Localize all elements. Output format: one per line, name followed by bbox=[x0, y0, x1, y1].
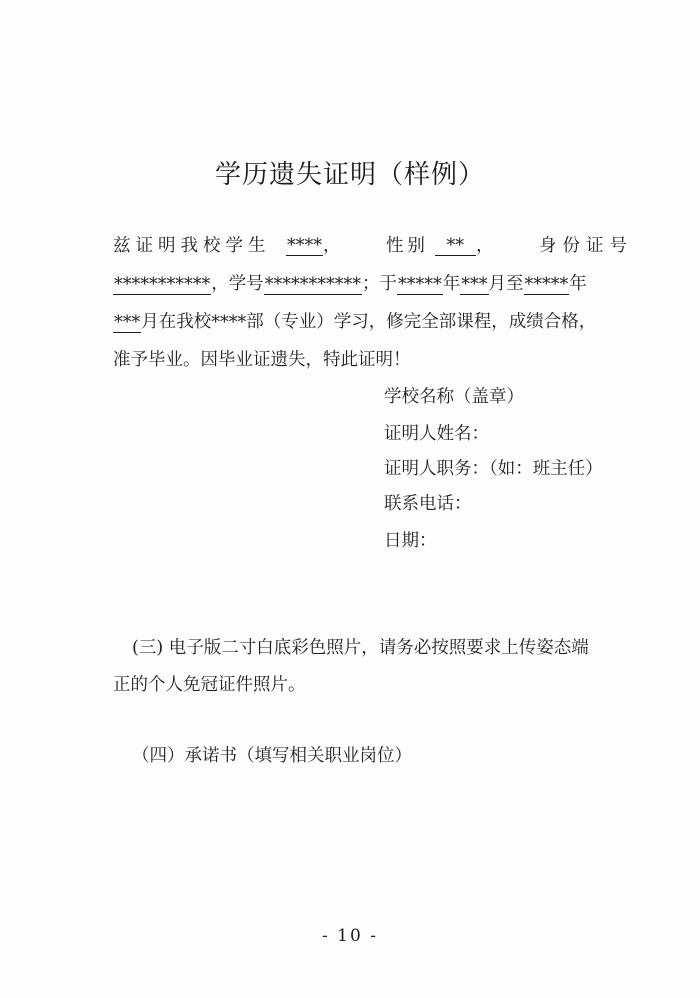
body-text: 月在我校 bbox=[141, 312, 212, 332]
body-text: 年 bbox=[569, 274, 587, 294]
start-year-field: ***** bbox=[398, 275, 442, 295]
certifier-position-label: 证明人职务：（如：班主任） bbox=[384, 459, 603, 479]
section-4-heading: （四）承诺书（填写相关职业岗位） bbox=[132, 746, 412, 766]
department-field: **** bbox=[211, 313, 247, 333]
student-name-field: **** bbox=[286, 236, 322, 256]
page-number: - 10 - bbox=[322, 926, 378, 946]
body-text: ， bbox=[322, 236, 341, 256]
body-text: 年 bbox=[442, 274, 461, 294]
body-text: 兹证明我校学生 bbox=[113, 236, 271, 256]
section-3-line-1: (三) 电子版二寸白底彩色照片，请务必按照要求上传姿态端 bbox=[132, 638, 589, 658]
document-title: 学历遗失证明（样例） bbox=[214, 160, 485, 190]
id-number-field: *********** bbox=[114, 275, 211, 295]
certifier-name-label: 证明人姓名： bbox=[384, 424, 489, 444]
phone-label: 联系电话： bbox=[384, 494, 472, 514]
body-line-4 bbox=[113, 341, 633, 371]
end-year-field: ***** bbox=[524, 275, 569, 295]
section-3-line-2: 正的个人免冠证件照片。 bbox=[113, 675, 306, 695]
body-text: 月至 bbox=[488, 274, 524, 294]
body-text: 准予毕业。因毕业证遗失，特此证明！ bbox=[113, 350, 411, 370]
body-text: 性别 bbox=[385, 236, 429, 256]
body-text: 身份证号 bbox=[538, 236, 633, 256]
date-label: 日期： bbox=[384, 531, 437, 551]
body-line-1 bbox=[113, 227, 633, 257]
body-text: ；于 bbox=[362, 274, 397, 294]
student-number-field: *********** bbox=[264, 275, 361, 295]
body-text: 部（专业）学习，修完全部课程，成绩合格， bbox=[246, 312, 597, 332]
body-line-3 bbox=[113, 303, 633, 333]
start-month-field: *** bbox=[461, 275, 488, 295]
end-month-field: *** bbox=[114, 313, 141, 333]
body-line-2 bbox=[113, 265, 633, 295]
body-text: ， bbox=[476, 236, 494, 256]
body-text: ，学号 bbox=[211, 274, 264, 294]
school-name-label: 学校名称（盖章） bbox=[384, 387, 524, 407]
gender-field: ** bbox=[435, 237, 477, 256]
